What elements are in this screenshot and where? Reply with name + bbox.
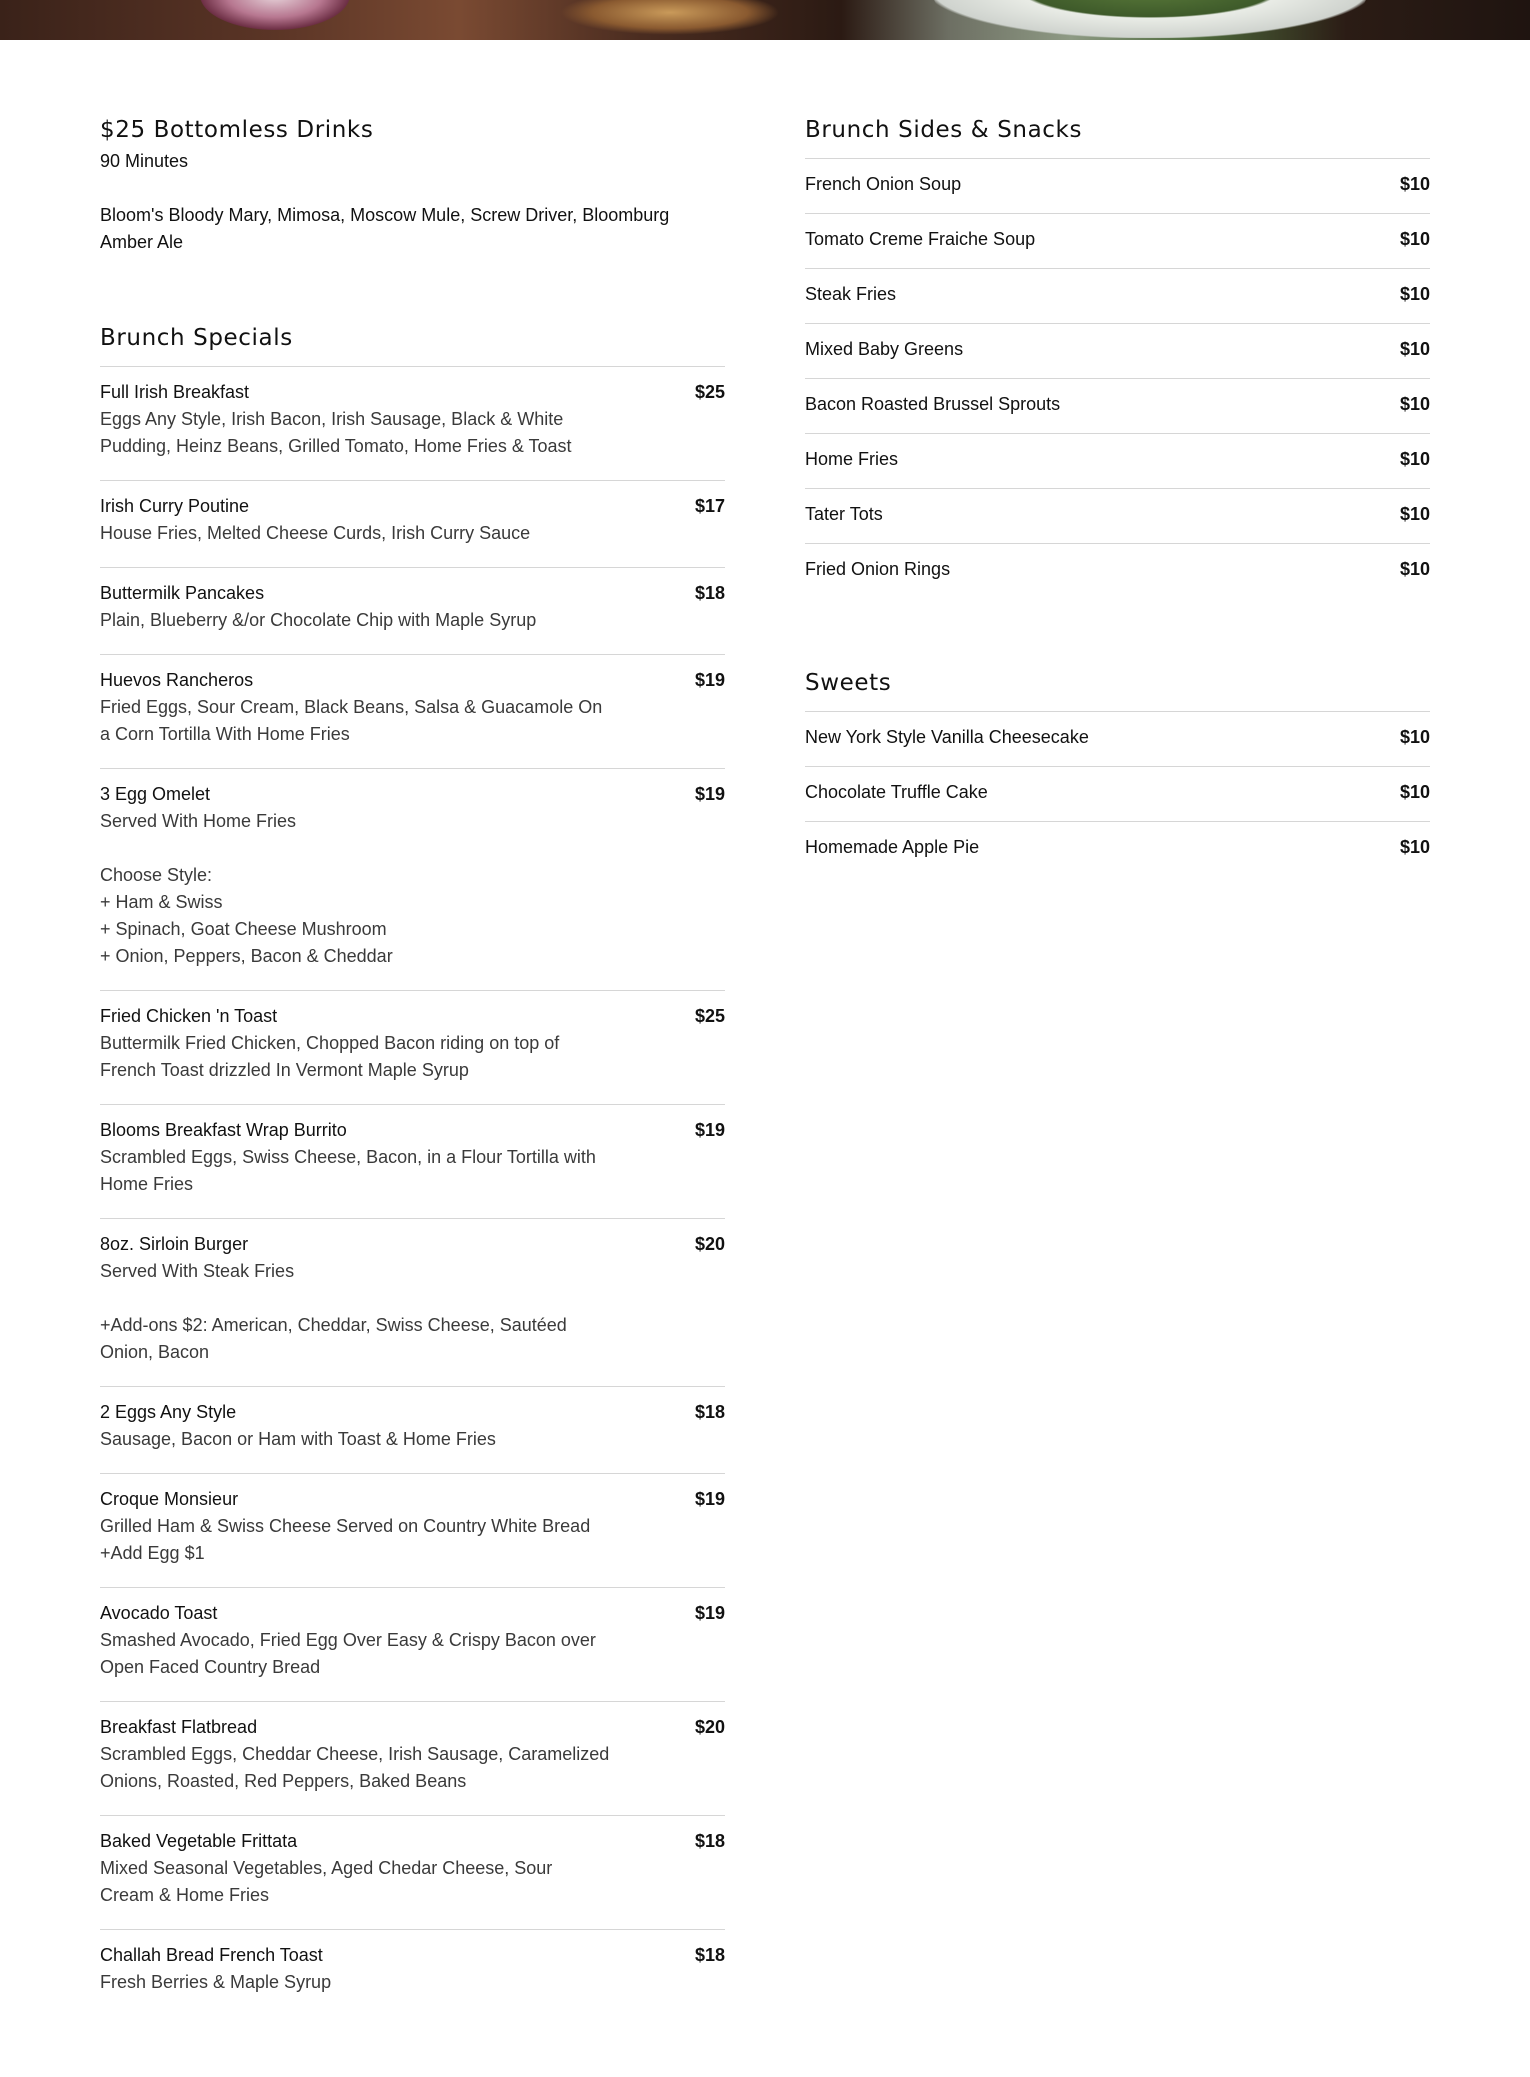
item-description: Fried Eggs, Sour Cream, Black Beans, Salsa & Guacamole On a Corn Tortilla With Home Fries bbox=[100, 697, 603, 744]
item-price: $10 bbox=[1399, 339, 1430, 359]
food-graphic bbox=[560, 0, 780, 35]
item-price: $18 bbox=[694, 1402, 725, 1422]
item-name: Home Fries bbox=[805, 449, 899, 469]
item-price: $20 bbox=[694, 1234, 725, 1254]
menu-item bbox=[100, 1105, 725, 1219]
item-name: Mixed Baby Greens bbox=[805, 339, 964, 359]
item-price: $10 bbox=[1399, 174, 1430, 194]
item-price: $19 bbox=[694, 1120, 725, 1140]
menu-item bbox=[100, 769, 725, 991]
drinks-section bbox=[100, 115, 725, 256]
item-name: Steak Fries bbox=[805, 284, 897, 304]
side-item bbox=[805, 489, 1430, 544]
item-name: Bacon Roasted Brussel Sprouts bbox=[805, 394, 1061, 414]
item-name: Homemade Apple Pie bbox=[805, 837, 980, 857]
menu-item bbox=[100, 1387, 725, 1474]
sides-list bbox=[805, 159, 1430, 598]
menu-item bbox=[100, 655, 725, 769]
item-description: Buttermilk Fried Chicken, Chopped Bacon riding on top of French Toast drizzled In Vermont Maple Syrup bbox=[100, 1033, 560, 1080]
item-name: Tomato Creme Fraiche Soup bbox=[805, 229, 1036, 249]
item-name: Buttermilk Pancakes bbox=[100, 583, 265, 603]
specials-list bbox=[100, 367, 725, 2016]
menu-item bbox=[100, 1816, 725, 1930]
sweet-item bbox=[805, 822, 1430, 876]
item-name: Baked Vegetable Frittata bbox=[100, 1831, 298, 1851]
item-description: Plain, Blueberry &/or Chocolate Chip with Maple Syrup bbox=[100, 610, 537, 630]
item-name: Fried Onion Rings bbox=[805, 559, 951, 579]
item-price: $10 bbox=[1399, 782, 1430, 802]
menu-item bbox=[100, 1588, 725, 1702]
item-description: Smashed Avocado, Fried Egg Over Easy & Crispy Bacon over Open Faced Country Bread bbox=[100, 1630, 596, 1677]
side-item bbox=[805, 324, 1430, 379]
item-price: $17 bbox=[694, 496, 725, 516]
item-price: $10 bbox=[1399, 559, 1430, 579]
item-price: $10 bbox=[1399, 284, 1430, 304]
item-name: New York Style Vanilla Cheesecake bbox=[805, 727, 1089, 747]
side-item bbox=[805, 214, 1430, 269]
item-description: House Fries, Melted Cheese Curds, Irish Curry Sauce bbox=[100, 523, 531, 543]
side-item bbox=[805, 159, 1430, 214]
item-name: Full Irish Breakfast bbox=[100, 382, 250, 402]
item-price: $10 bbox=[1399, 504, 1430, 524]
onion-graphic bbox=[200, 0, 350, 30]
item-description: Fresh Berries & Maple Syrup bbox=[100, 1972, 332, 1992]
menu-item bbox=[100, 568, 725, 655]
menu-item bbox=[100, 1219, 725, 1387]
item-name: 3 Egg Omelet bbox=[100, 784, 211, 804]
item-description: Mixed Seasonal Vegetables, Aged Chedar Cheese, Sour Cream & Home Fries bbox=[100, 1858, 553, 1905]
item-price: $10 bbox=[1399, 394, 1430, 414]
item-description: Served With Steak Fries +Add-ons $2: American, Cheddar, Swiss Cheese, Sautéed Onion, Bacon bbox=[100, 1261, 567, 1362]
item-price: $18 bbox=[694, 1831, 725, 1851]
sweets-title: Sweets bbox=[805, 668, 1430, 712]
item-price: $20 bbox=[694, 1717, 725, 1737]
item-name: Blooms Breakfast Wrap Burrito bbox=[100, 1120, 347, 1140]
item-name: Challah Bread French Toast bbox=[100, 1945, 323, 1965]
item-description: Sausage, Bacon or Ham with Toast & Home Fries bbox=[100, 1429, 496, 1449]
item-price: $19 bbox=[694, 1489, 725, 1509]
item-name: French Onion Soup bbox=[805, 174, 962, 194]
item-description: Scrambled Eggs, Swiss Cheese, Bacon, in a Flour Tortilla with Home Fries bbox=[100, 1147, 596, 1194]
drinks-subtitle: 90 Minutes bbox=[100, 151, 189, 171]
item-name: 2 Eggs Any Style bbox=[100, 1402, 237, 1422]
item-description: Scrambled Eggs, Cheddar Cheese, Irish Sausage, Caramelized Onions, Roasted, Red Peppers, Baked Beans bbox=[100, 1744, 610, 1791]
item-description: Eggs Any Style, Irish Bacon, Irish Sausage, Black & White Pudding, Heinz Beans, Grilled Tomato, Home Fries & Toast bbox=[100, 409, 572, 456]
item-description: Grilled Ham & Swiss Cheese Served on Country White Bread +Add Egg $1 bbox=[100, 1516, 591, 1563]
plate-graphic bbox=[930, 0, 1370, 38]
menu-item bbox=[100, 367, 725, 481]
item-price: $19 bbox=[694, 784, 725, 804]
side-item bbox=[805, 269, 1430, 324]
menu-item bbox=[100, 481, 725, 568]
item-description: Served With Home Fries Choose Style: + Ham & Swiss + Spinach, Goat Cheese Mushroom + Onion, Peppers, Bacon & Cheddar bbox=[100, 811, 393, 966]
item-name: 8oz. Sirloin Burger bbox=[100, 1234, 249, 1254]
item-price: $10 bbox=[1399, 727, 1430, 747]
item-price: $18 bbox=[694, 1945, 725, 1965]
brunch-sides-section bbox=[805, 115, 1430, 598]
menu-item bbox=[100, 1702, 725, 1816]
item-price: $19 bbox=[694, 670, 725, 690]
item-name: Avocado Toast bbox=[100, 1603, 218, 1623]
item-price: $18 bbox=[694, 583, 725, 603]
item-name: Chocolate Truffle Cake bbox=[805, 782, 988, 802]
item-price: $10 bbox=[1399, 449, 1430, 469]
item-price: $25 bbox=[694, 1006, 725, 1026]
item-name: Tater Tots bbox=[805, 504, 883, 524]
sweet-item bbox=[805, 767, 1430, 822]
drinks-title: $25 Bottomless Drinks bbox=[100, 117, 374, 143]
hero-image bbox=[0, 0, 1530, 40]
item-price: $10 bbox=[1399, 229, 1430, 249]
item-name: Irish Curry Poutine bbox=[100, 496, 250, 516]
menu-item bbox=[100, 1474, 725, 1588]
drinks-description: Bloom's Bloody Mary, Mimosa, Moscow Mule, Screw Driver, Bloomburg Amber Ale bbox=[100, 205, 670, 252]
side-item bbox=[805, 434, 1430, 489]
specials-title: Brunch Specials bbox=[100, 323, 725, 367]
left-column bbox=[100, 115, 725, 2016]
menu-item bbox=[100, 991, 725, 1105]
item-name: Huevos Rancheros bbox=[100, 670, 254, 690]
sweet-item bbox=[805, 712, 1430, 767]
side-item bbox=[805, 544, 1430, 598]
right-column bbox=[805, 115, 1430, 876]
sweets-list bbox=[805, 712, 1430, 876]
sweets-section bbox=[805, 668, 1430, 876]
item-price: $19 bbox=[694, 1603, 725, 1623]
item-price: $10 bbox=[1399, 837, 1430, 857]
item-name: Fried Chicken 'n Toast bbox=[100, 1006, 278, 1026]
item-price: $25 bbox=[694, 382, 725, 402]
brunch-specials-section bbox=[100, 323, 725, 2016]
sides-title: Brunch Sides & Snacks bbox=[805, 115, 1430, 159]
side-item bbox=[805, 379, 1430, 434]
item-name: Breakfast Flatbread bbox=[100, 1717, 258, 1737]
item-name: Croque Monsieur bbox=[100, 1489, 239, 1509]
menu-item bbox=[100, 1930, 725, 2016]
